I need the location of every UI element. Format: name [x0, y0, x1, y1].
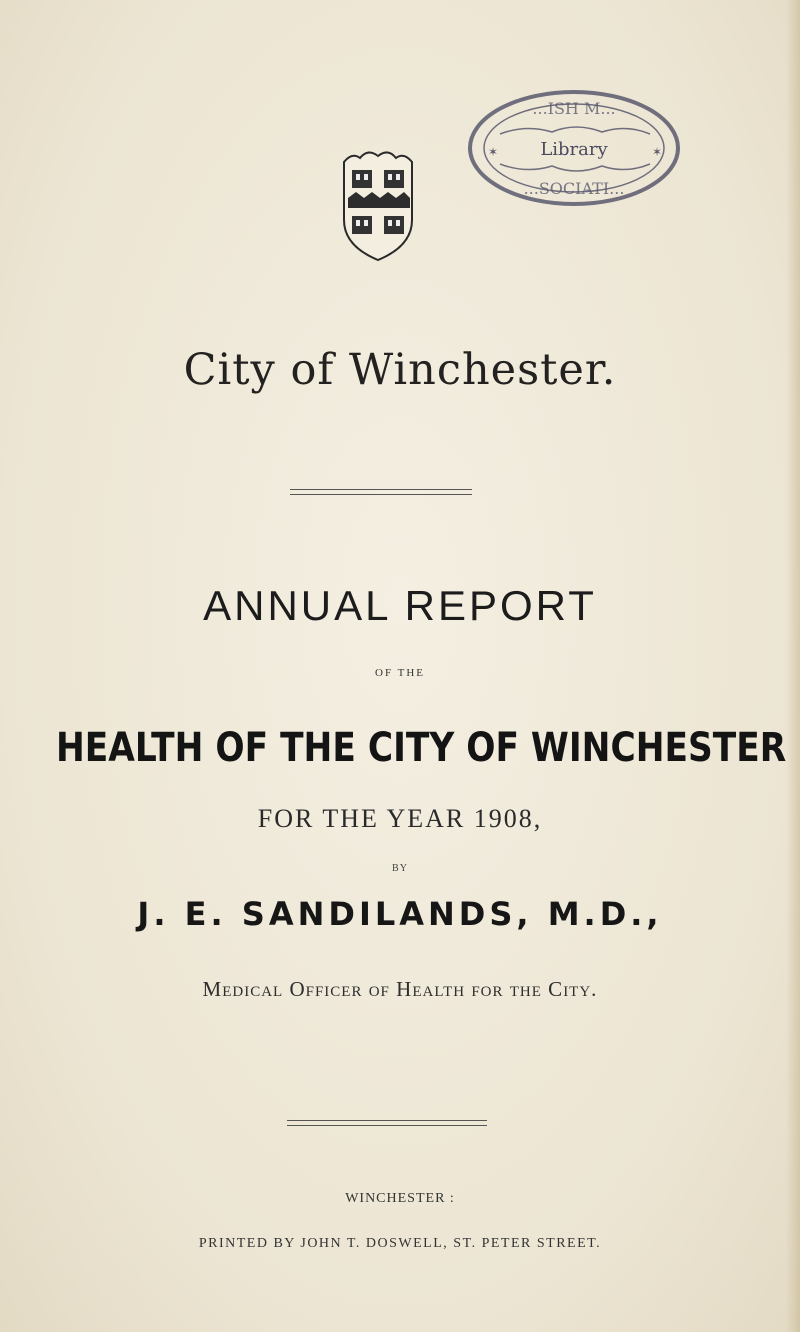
svg-text:...ISH M...: ...ISH M...	[532, 99, 616, 118]
author-name: J. E. SANDILANDS, M.D.,	[137, 895, 663, 933]
of-the-label: OF THE	[375, 667, 425, 679]
svg-text:✶: ✶	[488, 145, 499, 159]
divider-top	[290, 489, 472, 495]
imprint-printer: PRINTED BY JOHN T. DOSWELL, ST. PETER STREET.	[198, 1236, 602, 1251]
divider-bottom	[287, 1120, 487, 1126]
svg-text:Library: Library	[540, 139, 608, 160]
report-subject: HEALTH OF THE CITY OF WINCHESTER	[56, 725, 787, 771]
svg-text:✶: ✶	[652, 145, 663, 159]
page-edge-shadow	[786, 0, 800, 1332]
by-label: BY	[392, 863, 408, 874]
svg-text:...SOCIATI...: ...SOCIATI...	[523, 179, 625, 198]
city-crest-icon	[338, 150, 418, 262]
year-line: FOR THE YEAR 1908,	[257, 804, 543, 833]
imprint-place: WINCHESTER :	[345, 1191, 455, 1206]
library-stamp	[466, 86, 682, 216]
report-title: ANNUAL REPORT	[203, 582, 597, 629]
city-title: City of Winchester.	[183, 345, 617, 395]
author-role: Medical Officer of Health for the City.	[202, 977, 598, 1001]
